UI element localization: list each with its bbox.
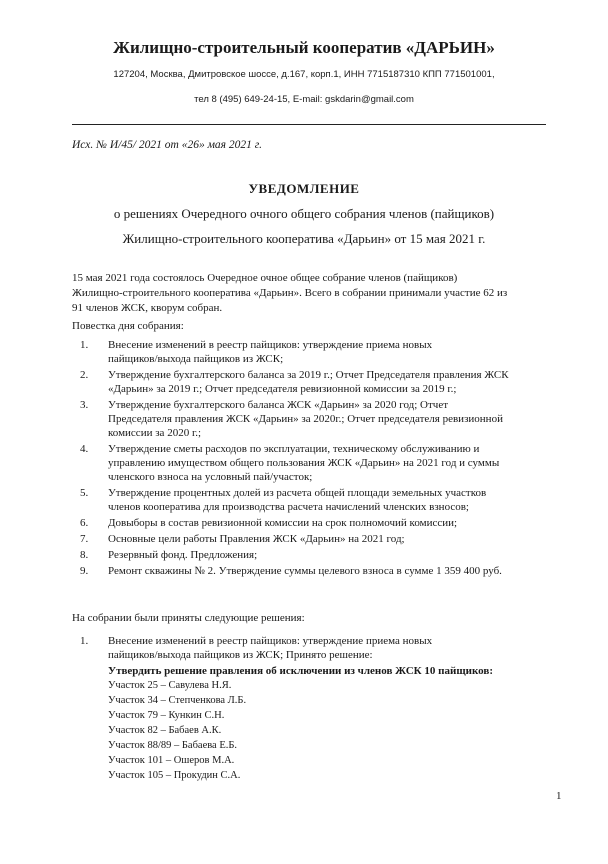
outgoing-reference: Исх. № И/45/ 2021 от «26» мая 2021 г. [72, 139, 262, 151]
agenda-item [72, 442, 552, 484]
agenda-item-line: Довыборы в состав ревизионной комиссии на срок полномочий комиссии; [108, 517, 458, 529]
agenda-item-line: Утверждение процентных долей из расчета общей площади земельных участков [108, 487, 487, 499]
notice-subtitle-line1: о решениях Очередного очного общего собрания членов (пайщиков) [113, 206, 495, 221]
parcel-entry: Участок 34 – Степченкова Л.Б. [108, 695, 247, 706]
agenda-item-number: 3. [80, 399, 89, 411]
agenda-item-line: членского взноса на условный пай/участок; [108, 471, 313, 483]
notice-subtitle-line2: Жилищно-строительного кооператива «Дарьин» от 15 мая 2021 г. [122, 231, 486, 246]
cooperative-contacts: тел 8 (495) 649-24-15, E-mail: gskdarin@gmail.com [194, 94, 414, 105]
agenda-item [72, 338, 552, 366]
parcel-entry: Участок 25 – Савулева Н.Я. [108, 680, 232, 691]
parcel-entry: Участок 82 – Бабаев А.К. [108, 725, 222, 736]
intro-line: 15 мая 2021 года состоялось Очередное очное общее собрание членов (пайщиков) [72, 272, 458, 284]
agenda-heading: Повестка дня собрания: [72, 320, 184, 332]
agenda-item [72, 368, 552, 396]
agenda-item [72, 564, 552, 578]
agenda-item-line: Основные цели работы Правления ЖСК «Дарьин» на 2021 год; [108, 533, 405, 545]
header-divider [72, 124, 546, 125]
agenda-item-number: 1. [80, 339, 89, 351]
agenda-item-line: Председателя правления ЖСК «Дарьин» за 2020г.; Отчет председателя ревизионной [108, 413, 503, 425]
agenda-item-number: 2. [80, 369, 89, 381]
decision-item-text [72, 634, 552, 662]
agenda-item-line: Утверждение бухгалтерского баланса за 2019 г.; Отчет Председателя правления ЖСК [108, 369, 509, 381]
agenda-item-line: членов кооператива для производства расчета начислений членских взносов; [108, 501, 469, 513]
cooperative-name: Жилищно-строительный кооператив «ДАРЬИН» [113, 38, 495, 57]
decisions-heading: На собрании были приняты следующие решения: [72, 612, 305, 624]
agenda-item-number: 8. [80, 549, 89, 561]
agenda-item-number: 9. [80, 565, 89, 577]
agenda-list [72, 338, 552, 580]
decision-item-number: 1. [80, 635, 89, 647]
agenda-item-line: Ремонт скважины № 2. Утверждение суммы целевого взноса в сумме 1 359 400 руб. [108, 565, 502, 577]
decision-item-line: Внесение изменений в реестр пайщиков: утверждение приема новых [108, 635, 433, 647]
agenda-item-line: пайщиков/выхода пайщиков из ЖСК; [108, 353, 284, 365]
agenda-item [72, 532, 552, 546]
agenda-item-number: 5. [80, 487, 89, 499]
agenda-item [72, 486, 552, 514]
decision-item [72, 634, 552, 783]
agenda-item-line: Резервный фонд. Предложения; [108, 549, 258, 561]
agenda-item-number: 7. [80, 533, 89, 545]
agenda-item-number: 6. [80, 517, 89, 529]
agenda-item-line: комиссии за 2020 г.; [108, 427, 202, 439]
decision-item-line: пайщиков/выхода пайщиков из ЖСК; Принято решение: [108, 649, 373, 661]
agenda-item-line: «Дарьин» за 2019 г.; Отчет председателя ревизионной комиссии за 2019 г.; [108, 383, 457, 395]
intro-line: 91 членов ЖСК, кворум собран. [72, 302, 223, 314]
agenda-item-line: Внесение изменений в реестр пайщиков: утверждение приема новых [108, 339, 433, 351]
agenda-item-line: управлению имуществом общего пользования ЖСК «Дарьин» на 2021 год и суммы [108, 457, 500, 469]
page-number: 1 [556, 790, 562, 802]
agenda-item [72, 398, 552, 440]
intro-line: Жилищно-строительного кооператива «Дарьин». Всего в собрании принимали участие 62 из [72, 287, 508, 299]
agenda-item [72, 516, 552, 530]
agenda-item-number: 4. [80, 443, 89, 455]
cooperative-address: 127204, Москва, Дмитровское шоссе, д.167, корп.1, ИНН 7715187310 КПП 771501001, [113, 69, 495, 80]
agenda-item [72, 548, 552, 562]
parcel-entry: Участок 79 – Кункин С.Н. [108, 710, 225, 721]
agenda-item-line: Утверждение бухгалтерского баланса ЖСК «Дарьин» за 2020 год; Отчет [108, 399, 449, 411]
intro-paragraph [72, 271, 552, 316]
parcel-entry: Участок 105 – Прокудин С.А. [108, 770, 241, 781]
parcel-entry: Участок 88/89 – Бабаева Е.Б. [108, 740, 238, 751]
agenda-item-line: Утверждение сметы расходов по эксплуатации, техническому обслуживанию и [108, 443, 480, 455]
notice-title: УВЕДОМЛЕНИЕ [248, 181, 360, 196]
parcel-entry: Участок 101 – Ошеров М.А. [108, 755, 235, 766]
decision-resolution: Утвердить решение правления об исключении из членов ЖСК 10 пайщиков: [108, 665, 493, 677]
